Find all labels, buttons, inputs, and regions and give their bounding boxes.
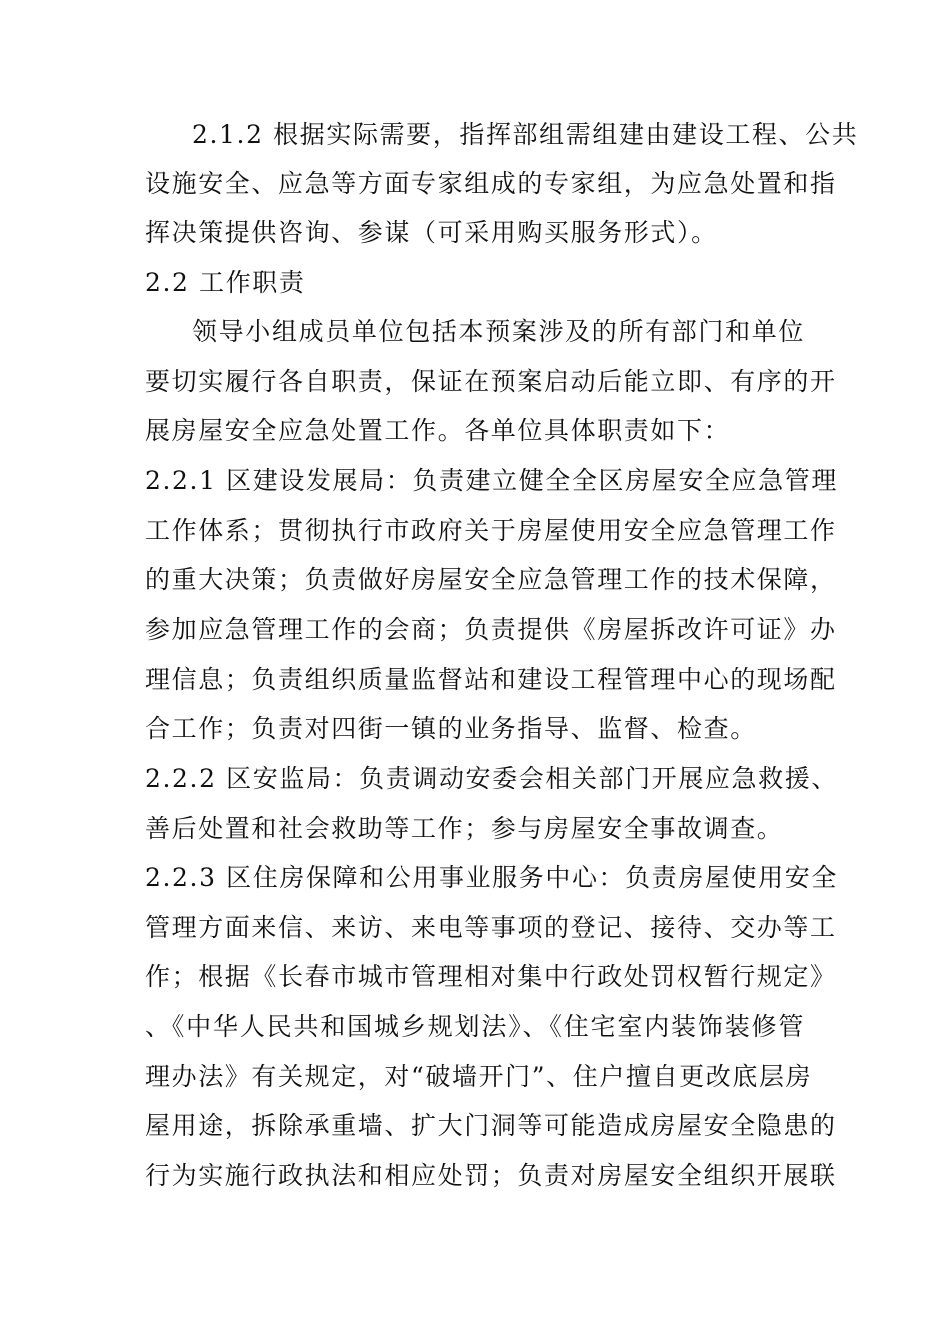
- text-line: 合工作；负责对四街一镇的业务指导、监督、检查。: [145, 714, 757, 743]
- text-line: 行为实施行政执法和相应处罚；负责对房屋安全组织开展联: [145, 1161, 837, 1190]
- text-line: 工作体系；贯彻执行市政府关于房屋使用安全应急管理工作: [145, 516, 837, 545]
- text-line: 2.1.2 根据实际需要，指挥部组需组建由建设工程、公共: [192, 120, 859, 149]
- text-line: 挥决策提供咨询、参谋（可采用购买服务形式）。: [145, 218, 718, 247]
- text-line: 作；根据《长春市城市管理相对集中行政处罚权暂行规定》: [145, 962, 837, 991]
- text-line: 2.2 工作职责: [145, 268, 306, 297]
- text-line: 2.2.3 区住房保障和公用事业服务中心：负责房屋使用安全: [145, 863, 838, 892]
- text-line: 善后处置和社会救助等工作；参与房屋安全事故调查。: [145, 814, 784, 843]
- text-line: 的重大决策；负责做好房屋安全应急管理工作的技术保障，: [145, 565, 837, 594]
- text-line: 领导小组成员单位包括本预案涉及的所有部门和单位: [192, 317, 805, 346]
- text-line: 2.2.2 区安监局：负责调动安委会相关部门开展应急救援、: [145, 764, 838, 793]
- text-line: 理信息；负责组织质量监督站和建设工程管理中心的现场配: [145, 665, 837, 694]
- text-line: 管理方面来信、来访、来电等事项的登记、接待、交办等工: [145, 913, 837, 942]
- text-line: 2.2.1 区建设发展局：负责建立健全全区房屋安全应急管理: [145, 466, 838, 495]
- text-line: 设施安全、应急等方面专家组成的专家组，为应急处置和指: [145, 169, 837, 198]
- text-line: 展房屋安全应急处置工作。各单位具体职责如下：: [145, 416, 731, 445]
- text-line: 参加应急管理工作的会商；负责提供《房屋拆改许可证》办: [145, 615, 837, 644]
- text-line: 要切实履行各自职责，保证在预案启动后能立即、有序的开: [145, 367, 837, 396]
- text-line: 、《中华人民共和国城乡规划法》、《住宅室内装饰装修管: [145, 1012, 805, 1041]
- text-line: 屋用途，拆除承重墙、扩大门洞等可能造成房屋安全隐患的: [145, 1111, 837, 1140]
- text-line: 理办法》有关规定，对“破墙开门”、住户擅自更改底层房: [145, 1062, 813, 1091]
